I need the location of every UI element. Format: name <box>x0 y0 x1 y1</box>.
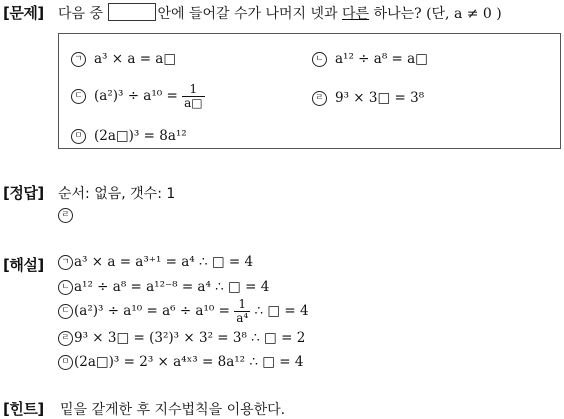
answer-label: [정답] <box>3 184 44 202</box>
blank-box <box>108 3 156 21</box>
option-3-fraction <box>182 83 205 110</box>
explanation-3-fraction <box>234 298 250 325</box>
options-box <box>58 33 561 149</box>
explanation-expr-4: 9³ × 3□ = (3²)³ × 3² = 3⁸ ∴ □ = 2 <box>74 330 306 346</box>
fraction-numerator: 1 <box>189 82 198 96</box>
explanation-marker-4: ㄹ <box>58 331 73 346</box>
fraction-denominator: a□ <box>184 96 203 110</box>
explanation-label: [해설] <box>3 256 44 274</box>
explanation-line-5 <box>58 354 304 370</box>
explanation-expr-1: a³ × a = a³⁺¹ = a⁴ ∴ □ = 4 <box>74 254 254 270</box>
explanation-expr-5: (2a□)³ = 2³ × a⁴ˣ³ = 8a¹² ∴ □ = 4 <box>74 354 304 370</box>
option-expr-3: (a²)³ ÷ a¹⁰ = <box>94 88 183 104</box>
option-expr-2: a¹² ÷ a⁸ = a□ <box>335 51 428 67</box>
option-marker-4: ㄹ <box>312 91 327 106</box>
option-marker-1: ㄱ <box>71 52 86 67</box>
question-underlined-word: 다른 <box>342 6 370 22</box>
option-1 <box>71 51 176 67</box>
explanation-expr-2: a¹² ÷ a⁸ = a¹²⁻⁸ = a⁴ ∴ □ = 4 <box>74 279 270 295</box>
option-expr-4: 9³ × 3□ = 3⁸ <box>335 90 425 106</box>
explanation-marker-5: ㅁ <box>58 355 73 370</box>
explanation-expr-3-right: ∴ □ = 4 <box>250 303 309 319</box>
question-part3: 하나는? (단, a ≠ 0 ) <box>369 6 502 22</box>
question-text <box>58 3 502 23</box>
option-4 <box>312 90 424 106</box>
explanation-marker-1: ㄱ <box>58 255 73 270</box>
explanation-marker-3: ㄷ <box>58 304 73 319</box>
option-marker-3: ㄷ <box>71 89 86 104</box>
explanation-line-4 <box>58 330 305 346</box>
option-expr-1: a³ × a = a□ <box>94 51 177 67</box>
answer-marker-row <box>58 207 81 223</box>
explanation-line-3 <box>58 298 309 325</box>
question-part2: 안에 들어갈 수가 나머지 넷과 <box>157 6 343 22</box>
hint-label: [힌트] <box>3 400 44 418</box>
option-marker-5: ㅁ <box>71 129 86 144</box>
answer-text: 순서: 없음, 갯수: 1 <box>58 186 176 202</box>
option-3 <box>71 83 205 110</box>
option-2 <box>312 51 428 67</box>
problem-label: [문제] <box>3 4 44 22</box>
fraction-denominator: a⁴ <box>236 311 249 325</box>
answer-marker: ㄹ <box>58 208 73 223</box>
option-expr-5: (2a□)³ = 8a¹² <box>94 128 187 144</box>
option-5 <box>71 128 187 144</box>
question-part1: 다음 중 <box>58 6 108 22</box>
explanation-line-1 <box>58 254 253 270</box>
explanation-expr-3-left: (a²)³ ÷ a¹⁰ = a⁶ ÷ a¹⁰ = <box>74 303 235 319</box>
explanation-line-2 <box>58 279 269 295</box>
fraction-numerator: 1 <box>238 297 246 311</box>
explanation-marker-2: ㄴ <box>58 280 73 295</box>
hint-text: 밑을 같게한 후 지수법칙을 이용한다. <box>60 402 286 418</box>
option-marker-2: ㄴ <box>312 52 327 67</box>
